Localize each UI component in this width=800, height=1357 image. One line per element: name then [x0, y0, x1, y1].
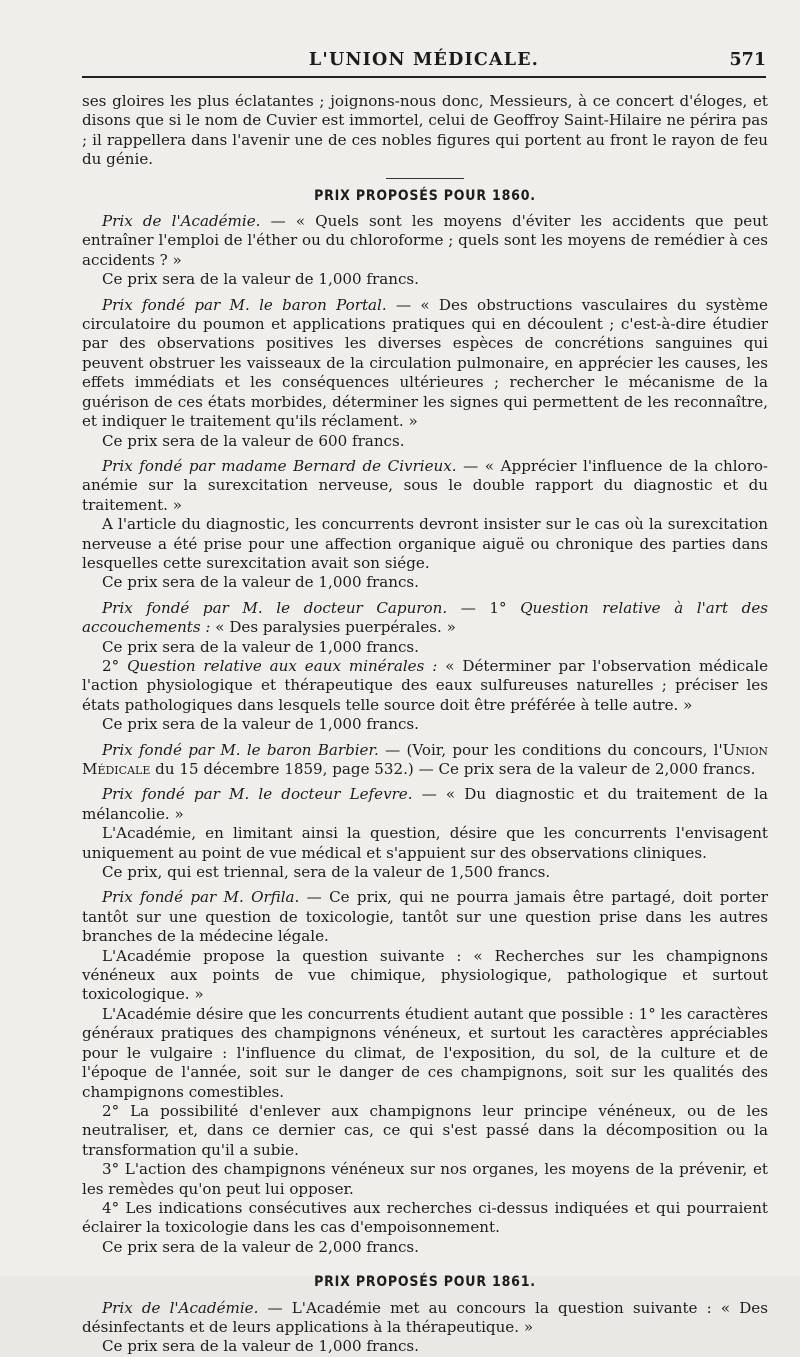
prize-heading: Prix fondé par M. Orfila. [102, 888, 300, 907]
prize-text: — L'Académie met au concours la question suivante : « Des désinfectants et de leurs applications à la thérapeutique. » [82, 1298, 768, 1336]
prize-paragraph: 4° Les indications consécutives aux recherches ci-dessus indiquées et qui pourraient éclairer la toxicologie dans les cas d'empoisonnement. [82, 1198, 768, 1237]
prize-value: Ce prix sera de la valeur de 2,000 francs. [102, 1237, 419, 1256]
prize-value: Ce prix sera de la valeur de 1,000 francs. [102, 715, 419, 734]
prize-value: Ce prix, qui est triennal, sera de la valeur de 1,500 francs. [102, 863, 551, 882]
prize-academie-1860 [82, 212, 768, 270]
prize-barbier [82, 741, 768, 780]
prize-heading: Prix fondé par M. le baron Portal. [102, 295, 387, 314]
prize-capuron-q2 [82, 657, 768, 715]
prize-paragraph: L'Académie désire que les concurrents étudient autant que possible : 1° les caractères généraux pratiques des champignons vénéneux, et surtout les caractères appréciables pour le vulgaire : l'influence du climat, de l'exposition, du sol, de la culture et de l'époque de l'année, soit sur le danger de ces champignons, soit sur les qualités des champignons comestibles. [82, 1004, 768, 1101]
prize-value: Ce prix sera de la valeur de 1,000 francs. [102, 1337, 419, 1356]
question-title: Question relative aux eaux minérales : [127, 656, 438, 675]
prize-paragraph: L'Académie, en limitant ainsi la question, désire que les concurrents l'envisagent uniquement au point de vue médical et s'appuient sur des observations cliniques. [82, 824, 768, 862]
article-body [82, 92, 768, 1357]
prize-value: Ce prix sera de la valeur de 1,000 francs. [102, 637, 419, 656]
prize-value: Ce prix sera de la valeur de 1,000 francs. [102, 270, 419, 289]
page-number: 571 [729, 50, 766, 70]
prize-heading: Prix de l'Académie. [102, 212, 261, 231]
prize-paragraph: L'Académie propose la question suivante : « Recherches sur les champignons vénéneux aux points de vue chimique, physiologique, pathologique et surtout toxicologique. » [82, 946, 768, 1004]
prize-text: — (Voir, pour les conditions du concours, l' [378, 740, 723, 759]
header-rule [82, 76, 766, 78]
prize-academie-1861 [82, 1299, 768, 1338]
question-prefix: — 1° [447, 598, 521, 617]
section-divider [386, 178, 464, 179]
prize-lefevre [82, 785, 768, 824]
question-title: Question relative à l'art des accouchements : [82, 598, 769, 637]
prize-heading: Prix fondé par M. le baron Barbier. [102, 740, 379, 759]
prize-paragraph: 2° La possibilité d'enlever aux champignons leur principe vénéneux, ou de les neutraliser, et, dans ce dernier cas, ce qui s'est passé dans la décomposition ou la transformation qu'il a subie. [82, 1101, 768, 1159]
prize-heading: Prix de l'Académie. [102, 1298, 259, 1317]
prize-text: — « Apprécier l'influence de la chloro-anémie sur la surexcitation nerveuse, sous le double rapport du diagnostic et du traitement. » [82, 456, 769, 514]
prize-heading: Prix fondé par M. le docteur Capuron. [102, 598, 448, 617]
prize-portal [82, 296, 768, 432]
prize-text: — « Des obstructions vasculaires du système circulatoire du poumon et applications pratiques qui en découlent ; c'est-à-dire étudier par des observations positives les diverses espèces de concrétions sanguines qui peuvent obstruer les vaisseaux de la circulation pulmonaire, en apprécier les causes, les effets immédiats et les conséquences ultérieures ; rechercher le mécanisme de la guérison de ces états morbides, déterminer les signes qui permettent de les reconnaître, et indiquer le traitement qu'ils réclament. » [82, 295, 768, 431]
prize-text: — « Quels sont les moyens d'éviter les accidents que peut entraîner l'emploi de l'éther ou du chloroforme ; quels sont les moyens de remédier à ces accidents ? » [82, 212, 769, 269]
question-prefix: 2° [102, 656, 128, 675]
section-title-1860: PRIX PROPOSÉS POUR 1860. [314, 187, 536, 204]
prize-value: Ce prix sera de la valeur de 1,000 francs. [102, 573, 419, 592]
journal-title: L'UNION MÉDICALE. [308, 50, 540, 70]
prize-heading: Prix fondé par madame Bernard de Civrieux. [102, 456, 457, 475]
prize-civrieux [82, 457, 768, 515]
prize-paragraph: 3° L'action des champignons vénéneux sur nos organes, les moyens de la prévenir, et les remèdes qu'on peut lui opposer. [82, 1160, 768, 1198]
section-title-1861: PRIX PROPOSÉS POUR 1861. [314, 1274, 536, 1291]
running-head [82, 50, 766, 74]
prize-text: — Ce prix, qui ne pourra jamais être partagé, doit porter tantôt sur une question de toxicologie, tantôt sur une question prise dans les autres branches de la médecine légale. [82, 888, 768, 946]
journal-reference: Union Médicale [82, 740, 768, 778]
prize-capuron [82, 599, 768, 638]
intro-paragraph: ses gloires les plus éclatantes ; joignons-nous donc, Messieurs, à ce concert d'éloges, et disons que si le nom de Cuvier est immortel, celui de Geoffroy Saint-Hilaire ne périra pas ; il rappellera dans l'avenir une de ces nobles figures qui portent au front le rayon de feu du génie. [82, 92, 768, 169]
prize-text: — « Du diagnostic et du traitement de la mélancolie. » [82, 785, 768, 823]
question-text: « Déterminer par l'observation médicale l'action physiologique et thérapeutique des eaux sulfureuses naturelles ; préciser les états pathologiques dans lesquels telle source doit être préférée à telle autre. » [82, 656, 769, 714]
prize-orfila [82, 888, 768, 946]
prize-value: Ce prix sera de la valeur de 600 francs. [102, 431, 405, 450]
prize-text: du 15 décembre 1859, page 532.) — Ce prix sera de la valeur de 2,000 francs. [150, 760, 756, 778]
prize-heading: Prix fondé par M. le docteur Lefevre. [102, 785, 413, 804]
prize-note: A l'article du diagnostic, les concurrents devront insister sur le cas où la surexcitation nerveuse a été prise pour une affection organique aiguë ou chronique des parties dans lesquelles cette surexcitation avait son siége. [82, 515, 768, 572]
question-text: « Des paralysies puerpérales. » [210, 618, 456, 637]
